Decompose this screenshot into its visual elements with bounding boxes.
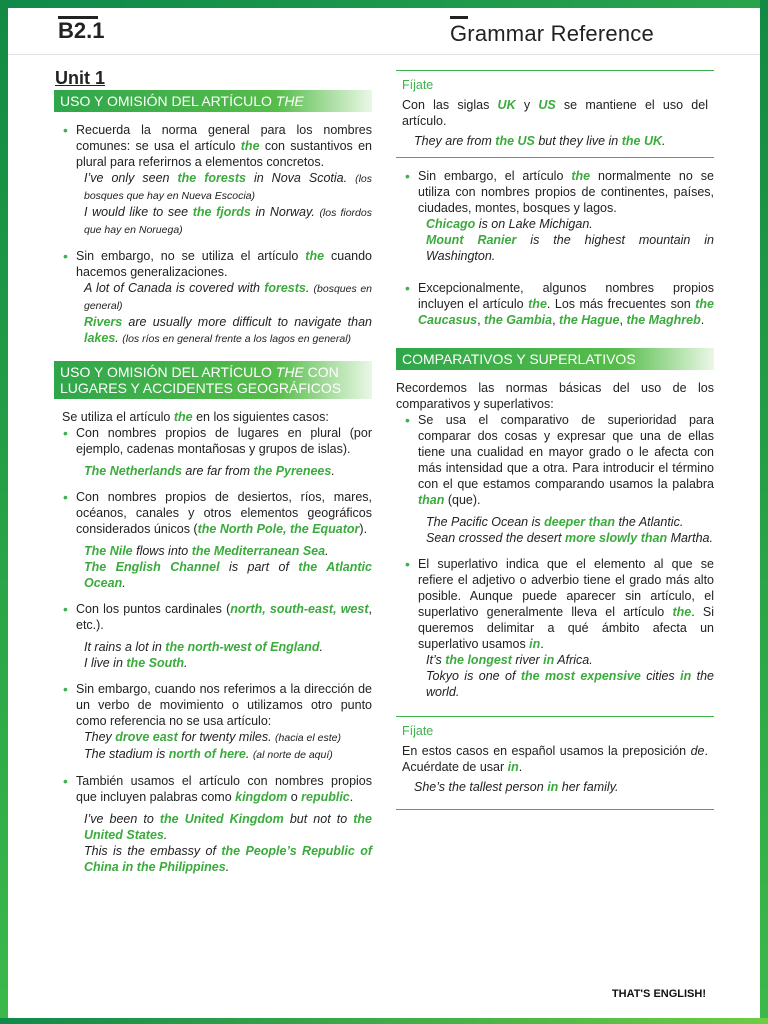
note-text: Con las siglas UK y US se mantiene el uso del artículo. [402, 98, 708, 128]
example-line: The Netherlands are far from the Pyrenees. [84, 464, 335, 478]
section-heading-article-the: USO Y OMISIÓN DEL ARTÍCULO THE [54, 90, 372, 112]
example-line: The Nile flows into the Mediterranean Sea. [84, 544, 329, 558]
note-box [396, 70, 714, 158]
example-line: It rains a lot in the north-west of England. [84, 640, 323, 654]
rule-bullet: • Con nombres propios de lugares en plural (por ejemplo, cadenas montañosas y grupos de islas). [54, 425, 372, 457]
section-heading-comparatives: COMPARATIVOS Y SUPERLATIVOS [396, 348, 714, 370]
example-line: A lot of Canada is covered with forests. (bosques en general) [84, 281, 372, 312]
level-label: B2.1 [58, 18, 105, 43]
title-bar [450, 16, 468, 19]
right-border [760, 0, 768, 1024]
example-line: The Pacific Ocean is deeper than the Atlantic. [426, 515, 684, 529]
page-header [8, 8, 760, 55]
example-line: I would like to see the fjords in Norway. (los fiordos que hay en Noruega) [84, 205, 372, 236]
example-line: Tokyo is one of the most expensive cities in the world. [426, 669, 714, 699]
right-column [396, 70, 714, 810]
example-line: Mount Ranier is the highest mountain in Washington. [426, 233, 714, 263]
example-line: I’ve only seen the forests in Nova Scotia. (los bosques que hay en Nueva Escocia) [84, 171, 372, 202]
example-line: The English Channel is part of the Atlantic Ocean. [84, 560, 372, 590]
example-line: I live in the South. [84, 656, 188, 670]
example-line: Rivers are usually more difficult to navigate than lakes. (los ríos en general frente a los lagos en general) [84, 315, 372, 345]
note-title: Fíjate [402, 78, 434, 92]
rule-bullet: • Con nombres propios de desiertos, ríos, mares, océanos, canales y otros elementos geográficos considerados únicos (the North Pole, the Equator). [54, 489, 372, 537]
section-heading-places: USO Y OMISIÓN DEL ARTÍCULO THE CON LUGARES Y ACCIDENTES GEOGRÁFICOS [54, 361, 372, 399]
section-intro: Recordemos las normas básicas del uso de los comparativos y superlativos: [396, 381, 714, 411]
example-line: This is the embassy of the People’s Republic of China in the Philippines. [84, 844, 373, 874]
example-line: She’s the tallest person in her family. [414, 780, 619, 794]
rule-bullet: • Excepcionalmente, algunos nombres propios incluyen el artículo the. Los más frecuentes son the Caucasus, the Gambia, the Hague, the Maghreb. [396, 280, 714, 328]
rule-bullet: • Sin embargo, el artículo the normalmente no se utiliza con nombres propios de continentes, países, ciudades, montes, bosques y lagos. [396, 168, 714, 216]
left-column [54, 70, 372, 875]
example-line: They are from the US but they live in the UK. [414, 134, 666, 148]
example-line: Chicago is on Lake Michigan. [426, 217, 593, 231]
top-border [0, 0, 768, 8]
example-line: It’s the longest river in Africa. [426, 653, 593, 667]
rule-bullet: • Con los puntos cardinales (north, south-east, west, etc.). [54, 601, 372, 633]
rule-bullet: • También usamos el artículo con nombres propios que incluyen palabras como kingdom o republic. [54, 773, 372, 805]
unit-title: Unit 1 [55, 68, 106, 88]
rule-bullet: • Se usa el comparativo de superioridad para comparar dos cosas y expresar que una de ellas tiene una cualidad en mayor grado o le afecta con más intensidad que a otra. Para introducir el término con el que estamos comparando usamos la palabra than (que). [396, 412, 714, 508]
rule-bullet: • Sin embargo, cuando nos referimos a la dirección de un verbo de movimiento o utilizamos otro punto como referencia no se usa artículo: [54, 681, 372, 729]
left-border [0, 0, 8, 1024]
rule-bullet: • El superlativo indica que el elemento al que se refiere el adjetivo o adverbio tiene el grado más alto posible. Aunque puede aparecer sin artículo, el superlativo generalmente lleva el artículo the. Si queremos delimitar a qué ámbito afecta un superlativo usamos in. [396, 556, 714, 652]
example-line: I’ve been to the United Kingdom but not to the United States. [84, 812, 372, 842]
section-intro: Se utiliza el artículo the en los siguientes casos: [62, 410, 329, 424]
note-text: En estos casos en español usamos la preposición de. Acuérdate de usar in. [402, 744, 708, 774]
example-line: They drove east for twenty miles. (hacia el este) [84, 730, 341, 744]
note-box [396, 716, 714, 810]
page-title: Grammar Reference [450, 21, 654, 46]
example-line: Sean crossed the desert more slowly than Martha. [426, 531, 713, 545]
rule-bullet: • Recuerda la norma general para los nombres comunes: se usa el artículo the con sustantivos en plural para referirnos a elementos concretos. [54, 122, 372, 170]
example-line: The stadium is north of here. (al norte de aquí) [84, 747, 333, 761]
footer-brand: THAT'S ENGLISH! [611, 988, 706, 1000]
bottom-border [0, 1018, 768, 1024]
note-title: Fíjate [402, 724, 434, 738]
rule-bullet: • Sin embargo, no se utiliza el artículo the cuando hacemos generalizaciones. [54, 248, 372, 280]
